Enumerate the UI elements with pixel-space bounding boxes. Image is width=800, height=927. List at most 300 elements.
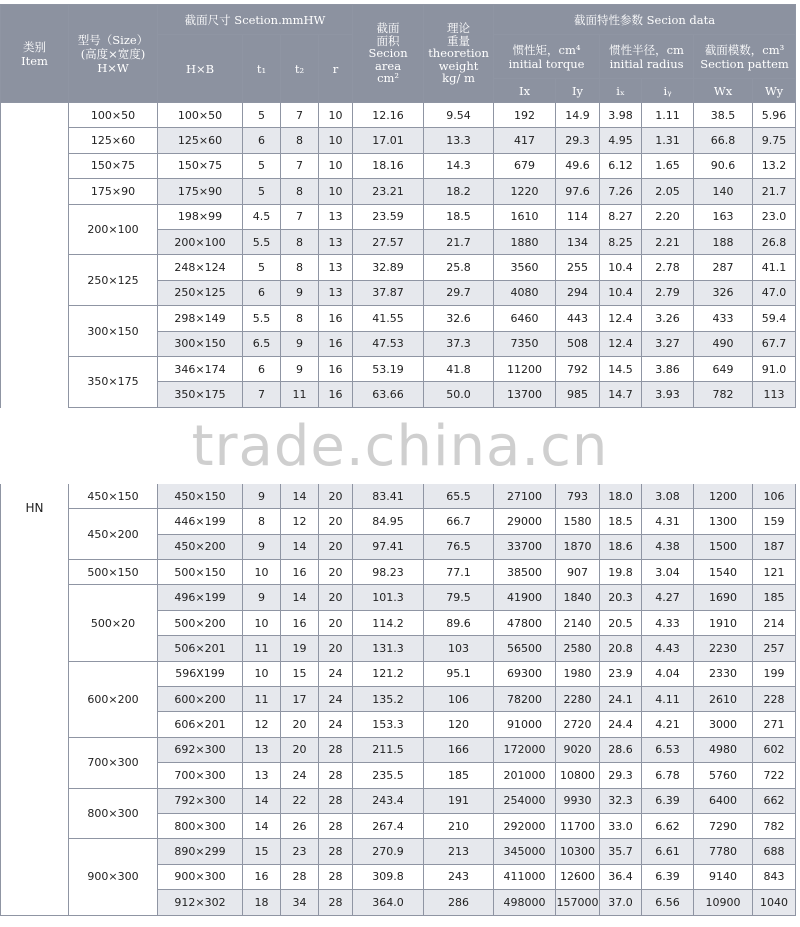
- col-rx-header: iₓ: [600, 79, 642, 103]
- table-row: [1, 103, 796, 128]
- cell-wy: 47.0: [753, 280, 796, 305]
- cell-area: 18.16: [353, 153, 424, 178]
- cell-ry: 1.65: [642, 153, 694, 178]
- cell-rx: 36.4: [600, 864, 642, 889]
- table-row: [1, 509, 796, 534]
- cell-hb: 700×300: [158, 763, 243, 788]
- table-body: [1, 103, 796, 916]
- size-cell: 500×150: [69, 560, 158, 585]
- col-hb-header: H×B: [158, 35, 243, 103]
- cell-rx: 20.3: [600, 585, 642, 610]
- cell-r: 10: [319, 103, 353, 128]
- cell-r: 20: [319, 636, 353, 661]
- cell-t1: 6: [243, 280, 281, 305]
- cell-ix: 27100: [494, 483, 556, 508]
- cell-wy: 67.7: [753, 331, 796, 356]
- cell-wy: 21.7: [753, 179, 796, 204]
- cell-iy: 2720: [556, 712, 600, 737]
- cell-ix: 11200: [494, 356, 556, 381]
- cell-weight: 185: [424, 763, 494, 788]
- cell-iy: 792: [556, 356, 600, 381]
- table-row: [1, 128, 796, 153]
- cell-t2: 22: [281, 788, 319, 813]
- table-row: [1, 356, 796, 381]
- cell-area: 211.5: [353, 737, 424, 762]
- cell-weight: 243: [424, 864, 494, 889]
- cell-wy: 228: [753, 686, 796, 711]
- cell-hb: 606×201: [158, 712, 243, 737]
- cell-hb: 496×199: [158, 585, 243, 610]
- cell-t1: 8: [243, 509, 281, 534]
- table-header: [1, 5, 796, 103]
- cell-ix: 1880: [494, 229, 556, 254]
- cell-t1: 13: [243, 737, 281, 762]
- table-row: [1, 661, 796, 686]
- table-row: [1, 585, 796, 610]
- cell-r: 10: [319, 179, 353, 204]
- cell-rx: 23.9: [600, 661, 642, 686]
- cell-wy: 602: [753, 737, 796, 762]
- cell-area: 235.5: [353, 763, 424, 788]
- table-row: [1, 737, 796, 762]
- cell-t2: 8: [281, 128, 319, 153]
- cell-ry: 4.33: [642, 610, 694, 635]
- cell-weight: 9.54: [424, 103, 494, 128]
- cell-hb: 912×302: [158, 890, 243, 915]
- size-cell: 800×300: [69, 788, 158, 839]
- cell-r: 13: [319, 204, 353, 229]
- cell-wx: 1910: [694, 610, 753, 635]
- cell-wy: 843: [753, 864, 796, 889]
- cell-ix: 292000: [494, 813, 556, 838]
- cell-wx: 140: [694, 179, 753, 204]
- size-cell: 450×200: [69, 509, 158, 560]
- cell-ry: 2.21: [642, 229, 694, 254]
- cell-hb: 100×50: [158, 103, 243, 128]
- cell-wy: 257: [753, 636, 796, 661]
- cell-r: 28: [319, 890, 353, 915]
- cell-wx: 38.5: [694, 103, 753, 128]
- cell-weight: 13.3: [424, 128, 494, 153]
- cell-hb: 900×300: [158, 864, 243, 889]
- cell-t2: 17: [281, 686, 319, 711]
- size-cell: 700×300: [69, 737, 158, 788]
- cell-hb: 596X199: [158, 661, 243, 686]
- cell-iy: 1840: [556, 585, 600, 610]
- cell-r: 13: [319, 280, 353, 305]
- cell-area: 267.4: [353, 813, 424, 838]
- col-ry-header: iᵧ: [642, 79, 694, 103]
- cell-t2: 28: [281, 864, 319, 889]
- cell-iy: 793: [556, 483, 600, 508]
- size-cell: 125×60: [69, 128, 158, 153]
- cell-r: 28: [319, 864, 353, 889]
- cell-weight: 95.1: [424, 661, 494, 686]
- cell-r: 28: [319, 763, 353, 788]
- cell-iy: 985: [556, 382, 600, 407]
- cell-ry: 6.62: [642, 813, 694, 838]
- cell-ry: 6.39: [642, 788, 694, 813]
- cell-t1: 11: [243, 686, 281, 711]
- cell-rx: 18.0: [600, 483, 642, 508]
- cell-ix: 1610: [494, 204, 556, 229]
- cell-t2: 14: [281, 483, 319, 508]
- cell-wy: 59.4: [753, 306, 796, 331]
- cell-hb: 506×201: [158, 636, 243, 661]
- cell-hb: 175×90: [158, 179, 243, 204]
- cell-wy: 113: [753, 382, 796, 407]
- cell-ix: 4080: [494, 280, 556, 305]
- cell-t2: 8: [281, 179, 319, 204]
- cell-weight: 18.5: [424, 204, 494, 229]
- cell-rx: 33.0: [600, 813, 642, 838]
- cell-t2: 20: [281, 712, 319, 737]
- size-cell: 150×75: [69, 153, 158, 178]
- cell-weight: 213: [424, 839, 494, 864]
- cell-wx: 1200: [694, 483, 753, 508]
- table-row: [1, 839, 796, 864]
- cell-r: 28: [319, 813, 353, 838]
- cell-ry: 3.26: [642, 306, 694, 331]
- cell-r: 10: [319, 128, 353, 153]
- cell-weight: 14.3: [424, 153, 494, 178]
- cell-ry: 4.04: [642, 661, 694, 686]
- cell-r: 10: [319, 153, 353, 178]
- cell-iy: 134: [556, 229, 600, 254]
- cell-rx: 32.3: [600, 788, 642, 813]
- cell-ry: 3.93: [642, 382, 694, 407]
- cell-ix: 254000: [494, 788, 556, 813]
- col-ix-header: Ix: [494, 79, 556, 103]
- cell-hb: 450×150: [158, 483, 243, 508]
- table-row: [1, 306, 796, 331]
- cell-iy: 907: [556, 560, 600, 585]
- cell-area: 97.41: [353, 534, 424, 559]
- cell-area: 23.21: [353, 179, 424, 204]
- cell-r: 24: [319, 661, 353, 686]
- radius-header: 惯性半径，cm initial radius: [600, 35, 694, 79]
- cell-rx: 8.25: [600, 229, 642, 254]
- cell-area: 84.95: [353, 509, 424, 534]
- cell-weight: 25.8: [424, 255, 494, 280]
- cell-ix: 498000: [494, 890, 556, 915]
- cell-rx: 3.98: [600, 103, 642, 128]
- cell-hb: 150×75: [158, 153, 243, 178]
- cell-iy: 443: [556, 306, 600, 331]
- cell-hb: 200×100: [158, 229, 243, 254]
- cell-rx: 35.7: [600, 839, 642, 864]
- table-row: [1, 153, 796, 178]
- size-cell: 200×100: [69, 204, 158, 255]
- cell-t1: 18: [243, 890, 281, 915]
- cell-r: 20: [319, 509, 353, 534]
- table-row: [1, 204, 796, 229]
- cell-r: 20: [319, 610, 353, 635]
- cell-t1: 16: [243, 864, 281, 889]
- cell-t2: 19: [281, 636, 319, 661]
- cell-ry: 2.78: [642, 255, 694, 280]
- cell-ry: 3.04: [642, 560, 694, 585]
- cell-t1: 6: [243, 356, 281, 381]
- cell-ry: 6.53: [642, 737, 694, 762]
- cell-weight: 37.3: [424, 331, 494, 356]
- cell-wx: 2330: [694, 661, 753, 686]
- cell-t2: 14: [281, 585, 319, 610]
- table-row: [1, 255, 796, 280]
- cell-iy: 97.6: [556, 179, 600, 204]
- cell-ry: 3.86: [642, 356, 694, 381]
- cell-ix: 411000: [494, 864, 556, 889]
- cell-area: 121.2: [353, 661, 424, 686]
- cell-wx: 7780: [694, 839, 753, 864]
- cell-hb: 198×99: [158, 204, 243, 229]
- col-size-header: 型号（Size） (高度×宽度) H×W: [69, 5, 158, 103]
- col-iy-header: Iy: [556, 79, 600, 103]
- cell-rx: 19.8: [600, 560, 642, 585]
- cell-t2: 11: [281, 382, 319, 407]
- cell-hb: 350×175: [158, 382, 243, 407]
- cell-r: 24: [319, 712, 353, 737]
- cell-hb: 250×125: [158, 280, 243, 305]
- cell-wx: 5760: [694, 763, 753, 788]
- cell-wy: 199: [753, 661, 796, 686]
- cell-iy: 157000: [556, 890, 600, 915]
- size-cell: 900×300: [69, 839, 158, 915]
- cell-hb: 692×300: [158, 737, 243, 762]
- cell-wy: 662: [753, 788, 796, 813]
- cell-hb: 792×300: [158, 788, 243, 813]
- cell-iy: 9930: [556, 788, 600, 813]
- cell-ix: 1220: [494, 179, 556, 204]
- cell-ry: 4.43: [642, 636, 694, 661]
- cell-t1: 9: [243, 585, 281, 610]
- cell-t1: 5: [243, 103, 281, 128]
- cell-wx: 490: [694, 331, 753, 356]
- cell-ry: 4.31: [642, 509, 694, 534]
- cell-iy: 255: [556, 255, 600, 280]
- cell-rx: 28.6: [600, 737, 642, 762]
- cell-ix: 192: [494, 103, 556, 128]
- cell-t2: 8: [281, 229, 319, 254]
- modulus-header: 截面模数，cm³ Section pattem: [694, 35, 796, 79]
- cell-t2: 20: [281, 737, 319, 762]
- item-category-cell: HN: [1, 103, 69, 916]
- cell-r: 20: [319, 585, 353, 610]
- cell-wx: 782: [694, 382, 753, 407]
- cell-wx: 90.6: [694, 153, 753, 178]
- cell-weight: 286: [424, 890, 494, 915]
- cell-t1: 7: [243, 382, 281, 407]
- col-wx-header: Wx: [694, 79, 753, 103]
- table-row: [1, 788, 796, 813]
- cell-wx: 433: [694, 306, 753, 331]
- cell-t1: 9: [243, 534, 281, 559]
- cell-iy: 12600: [556, 864, 600, 889]
- cell-weight: 41.8: [424, 356, 494, 381]
- cell-weight: 89.6: [424, 610, 494, 635]
- cell-hb: 300×150: [158, 331, 243, 356]
- size-cell: 450×150: [69, 483, 158, 508]
- cell-hb: 800×300: [158, 813, 243, 838]
- cell-wy: 271: [753, 712, 796, 737]
- cell-t1: 15: [243, 839, 281, 864]
- size-cell: 100×50: [69, 103, 158, 128]
- cell-ry: 3.27: [642, 331, 694, 356]
- cell-t1: 5: [243, 255, 281, 280]
- cell-r: 20: [319, 483, 353, 508]
- cell-wx: 66.8: [694, 128, 753, 153]
- cell-ix: 7350: [494, 331, 556, 356]
- cell-hb: 298×149: [158, 306, 243, 331]
- cell-r: 16: [319, 382, 353, 407]
- cell-weight: 166: [424, 737, 494, 762]
- cell-wx: 2610: [694, 686, 753, 711]
- cell-hb: 450×200: [158, 534, 243, 559]
- cell-weight: 210: [424, 813, 494, 838]
- cell-hb: 446×199: [158, 509, 243, 534]
- cell-wx: 9140: [694, 864, 753, 889]
- cell-wy: 185: [753, 585, 796, 610]
- cell-t1: 10: [243, 661, 281, 686]
- cell-weight: 65.5: [424, 483, 494, 508]
- cell-iy: 1580: [556, 509, 600, 534]
- cell-area: 37.87: [353, 280, 424, 305]
- cell-ix: 6460: [494, 306, 556, 331]
- cell-rx: 12.4: [600, 306, 642, 331]
- size-cell: 300×150: [69, 306, 158, 357]
- cell-t2: 7: [281, 153, 319, 178]
- cell-wy: 214: [753, 610, 796, 635]
- cell-rx: 8.27: [600, 204, 642, 229]
- cell-area: 153.3: [353, 712, 424, 737]
- cell-ry: 1.31: [642, 128, 694, 153]
- cell-area: 53.19: [353, 356, 424, 381]
- cell-r: 13: [319, 229, 353, 254]
- cell-t2: 8: [281, 306, 319, 331]
- cell-t1: 5: [243, 179, 281, 204]
- cell-ix: 69300: [494, 661, 556, 686]
- cell-area: 98.23: [353, 560, 424, 585]
- cell-r: 16: [319, 356, 353, 381]
- cell-iy: 11700: [556, 813, 600, 838]
- cell-t2: 7: [281, 103, 319, 128]
- cell-ry: 4.21: [642, 712, 694, 737]
- cell-r: 16: [319, 306, 353, 331]
- table-row: [1, 560, 796, 585]
- cell-ix: 345000: [494, 839, 556, 864]
- cell-t1: 5: [243, 153, 281, 178]
- cell-wx: 163: [694, 204, 753, 229]
- cell-ry: 4.27: [642, 585, 694, 610]
- cell-ry: 3.08: [642, 483, 694, 508]
- cell-weight: 191: [424, 788, 494, 813]
- cell-weight: 76.5: [424, 534, 494, 559]
- cell-t1: 6: [243, 128, 281, 153]
- cell-ry: 2.20: [642, 204, 694, 229]
- watermark: [0, 408, 800, 484]
- cell-wx: 1300: [694, 509, 753, 534]
- cell-weight: 32.6: [424, 306, 494, 331]
- cell-hb: 500×200: [158, 610, 243, 635]
- cell-r: 20: [319, 560, 353, 585]
- cell-wy: 1040: [753, 890, 796, 915]
- cell-area: 63.66: [353, 382, 424, 407]
- inertia-header: 惯性矩，cm⁴ initial torque: [494, 35, 600, 79]
- cell-wx: 6400: [694, 788, 753, 813]
- cell-area: 101.3: [353, 585, 424, 610]
- cell-rx: 24.4: [600, 712, 642, 737]
- cell-ix: 172000: [494, 737, 556, 762]
- cell-wx: 287: [694, 255, 753, 280]
- cell-weight: 77.1: [424, 560, 494, 585]
- table-row: [1, 179, 796, 204]
- cell-rx: 10.4: [600, 255, 642, 280]
- cell-t2: 34: [281, 890, 319, 915]
- cell-ix: 56500: [494, 636, 556, 661]
- col-r-header: r: [319, 35, 353, 103]
- cell-wx: 4980: [694, 737, 753, 762]
- cell-area: 83.41: [353, 483, 424, 508]
- col-wy-header: Wy: [753, 79, 796, 103]
- section-dims-header: 截面尺寸 Scetion.mmHW: [158, 5, 353, 35]
- cell-wy: 782: [753, 813, 796, 838]
- cell-ix: 13700: [494, 382, 556, 407]
- cell-t1: 13: [243, 763, 281, 788]
- cell-rx: 24.1: [600, 686, 642, 711]
- cell-ry: 6.56: [642, 890, 694, 915]
- cell-wy: 26.8: [753, 229, 796, 254]
- cell-iy: 2140: [556, 610, 600, 635]
- cell-t1: 10: [243, 610, 281, 635]
- cell-t2: 9: [281, 356, 319, 381]
- cell-wx: 10900: [694, 890, 753, 915]
- cell-area: 12.16: [353, 103, 424, 128]
- cell-rx: 14.7: [600, 382, 642, 407]
- size-cell: 500×20: [69, 585, 158, 661]
- cell-area: 243.4: [353, 788, 424, 813]
- cell-weight: 120: [424, 712, 494, 737]
- col-t2-header: t₂: [281, 35, 319, 103]
- cell-wy: 9.75: [753, 128, 796, 153]
- cell-t2: 8: [281, 255, 319, 280]
- cell-t1: 11: [243, 636, 281, 661]
- cell-ix: 78200: [494, 686, 556, 711]
- cell-iy: 1870: [556, 534, 600, 559]
- cell-rx: 18.6: [600, 534, 642, 559]
- cell-ix: 47800: [494, 610, 556, 635]
- cell-r: 13: [319, 255, 353, 280]
- cell-weight: 79.5: [424, 585, 494, 610]
- cell-ry: 2.79: [642, 280, 694, 305]
- cell-area: 27.57: [353, 229, 424, 254]
- cell-ix: 33700: [494, 534, 556, 559]
- cell-t2: 9: [281, 280, 319, 305]
- cell-ix: 3560: [494, 255, 556, 280]
- cell-area: 135.2: [353, 686, 424, 711]
- cell-hb: 500×150: [158, 560, 243, 585]
- col-item-header: 类别 Item: [1, 5, 69, 103]
- cell-area: 17.01: [353, 128, 424, 153]
- cell-r: 16: [319, 331, 353, 356]
- cell-rx: 14.5: [600, 356, 642, 381]
- cell-wy: 187: [753, 534, 796, 559]
- cell-t1: 5.5: [243, 229, 281, 254]
- cell-wy: 91.0: [753, 356, 796, 381]
- cell-wy: 23.0: [753, 204, 796, 229]
- cell-iy: 29.3: [556, 128, 600, 153]
- cell-r: 28: [319, 737, 353, 762]
- cell-t1: 9: [243, 483, 281, 508]
